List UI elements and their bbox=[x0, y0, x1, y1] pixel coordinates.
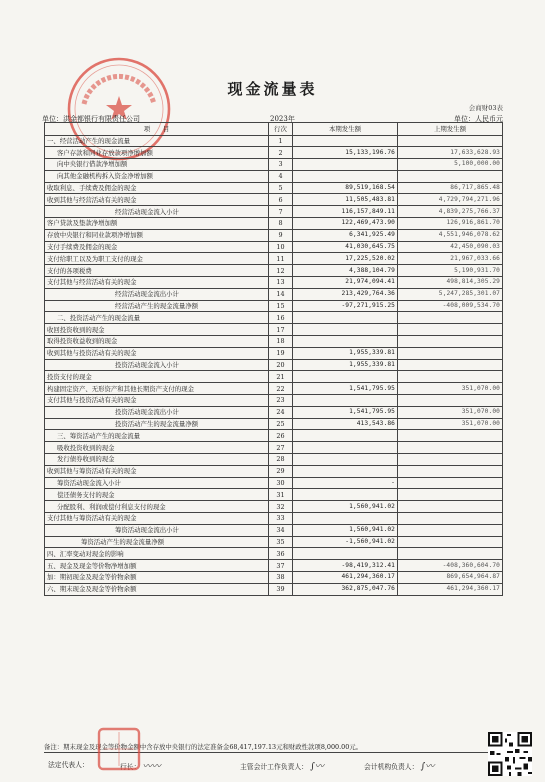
row-previous-amount bbox=[398, 336, 503, 348]
row-previous-amount: 42,450,090.03 bbox=[398, 241, 503, 253]
table-row bbox=[45, 135, 503, 147]
table-row bbox=[45, 347, 503, 359]
row-item: 支付其他与经营活动有关的现金 bbox=[45, 277, 269, 289]
row-item: 构建固定资产、无形资产和其他长期资产支付的现金 bbox=[45, 383, 269, 395]
row-previous-amount bbox=[398, 536, 503, 548]
row-previous-amount: 17,633,628.93 bbox=[398, 147, 503, 159]
row-item: 取得投资收益收到的现金 bbox=[45, 336, 269, 348]
accounting-dept-head-label bbox=[364, 759, 434, 772]
table-row bbox=[45, 147, 503, 159]
president-label-text: 行长： bbox=[120, 763, 141, 771]
row-line-no: 7 bbox=[269, 206, 293, 218]
row-previous-amount: 351,070.00 bbox=[398, 406, 503, 418]
accounting-head-signature: ∫〰 bbox=[310, 762, 324, 772]
row-item: 收到其他与筹资活动有关的现金 bbox=[45, 465, 269, 477]
row-current-amount: 1,560,941.02 bbox=[293, 524, 398, 536]
president-signature: 〰〰 bbox=[142, 762, 161, 772]
row-current-amount bbox=[293, 312, 398, 324]
row-line-no: 13 bbox=[269, 277, 293, 289]
row-line-no: 28 bbox=[269, 454, 293, 466]
table-header-row bbox=[45, 123, 503, 136]
row-line-no: 22 bbox=[269, 383, 293, 395]
row-current-amount: 17,225,520.02 bbox=[293, 253, 398, 265]
row-current-amount bbox=[293, 454, 398, 466]
row-previous-amount bbox=[398, 312, 503, 324]
row-item: 六、期末现金及现金等价物余额 bbox=[45, 583, 269, 595]
table-row bbox=[45, 477, 503, 489]
row-item: 收取利息、手续费及佣金的现金 bbox=[45, 182, 269, 194]
row-previous-amount bbox=[398, 430, 503, 442]
row-item: 向中央银行借款净增加额 bbox=[45, 159, 269, 171]
row-line-no: 5 bbox=[269, 182, 293, 194]
row-line-no: 16 bbox=[269, 312, 293, 324]
row-previous-amount: 461,294,360.17 bbox=[398, 583, 503, 595]
row-item: 筹资活动产生的现金流量净额 bbox=[45, 536, 269, 548]
row-current-amount bbox=[293, 336, 398, 348]
row-current-amount: -1,560,941.02 bbox=[293, 536, 398, 548]
row-line-no: 27 bbox=[269, 442, 293, 454]
row-item: 客户存款和同业存放款项净增加额 bbox=[45, 147, 269, 159]
row-item: 四、汇率变动对现金的影响 bbox=[45, 548, 269, 560]
row-current-amount bbox=[293, 371, 398, 383]
row-line-no: 30 bbox=[269, 477, 293, 489]
table-row bbox=[45, 583, 503, 595]
row-line-no: 4 bbox=[269, 170, 293, 182]
table-row bbox=[45, 454, 503, 466]
row-line-no: 32 bbox=[269, 501, 293, 513]
currency-unit: 单位：人民币元 bbox=[454, 115, 503, 123]
table-row bbox=[45, 265, 503, 277]
row-item: 收到其他与投资活动有关的现金 bbox=[45, 347, 269, 359]
accounting-dept-head-label-text: 会计机构负责人： bbox=[364, 763, 419, 771]
table-row bbox=[45, 465, 503, 477]
qr-code-icon bbox=[488, 732, 532, 776]
row-item: 一、经营活动产生的现金流量 bbox=[45, 135, 269, 147]
header-previous-period: 上期发生额 bbox=[398, 123, 503, 136]
statement-title: 现金流量表 bbox=[227, 80, 318, 98]
row-item: 偿还债务支付的现金 bbox=[45, 489, 269, 501]
row-line-no: 12 bbox=[269, 265, 293, 277]
table-row bbox=[45, 383, 503, 395]
row-line-no: 34 bbox=[269, 524, 293, 536]
row-item: 支付的各项税费 bbox=[45, 265, 269, 277]
row-item: 经营活动现金流入小计 bbox=[45, 206, 269, 218]
row-line-no: 19 bbox=[269, 347, 293, 359]
row-line-no: 35 bbox=[269, 536, 293, 548]
row-line-no: 17 bbox=[269, 324, 293, 336]
accounting-dept-head-signature: ∫〰 bbox=[420, 762, 435, 772]
row-current-amount bbox=[293, 135, 398, 147]
table-body bbox=[45, 135, 503, 595]
table-row bbox=[45, 218, 503, 230]
row-line-no: 10 bbox=[269, 241, 293, 253]
row-item: 三、筹资活动产生的现金流量 bbox=[45, 430, 269, 442]
row-previous-amount: 4,551,946,078.62 bbox=[398, 229, 503, 241]
row-item: 加：期初现金及现金等价物余额 bbox=[45, 571, 269, 583]
row-current-amount bbox=[293, 442, 398, 454]
row-line-no: 2 bbox=[269, 147, 293, 159]
row-line-no: 26 bbox=[269, 430, 293, 442]
footnote: 备注：期末现金及现金等价物金额中含存放中央银行的法定准备金68,417,197.13元和财政性款项8,000.00元。 bbox=[44, 742, 502, 753]
row-previous-amount: 21,967,033.66 bbox=[398, 253, 503, 265]
row-previous-amount bbox=[398, 359, 503, 371]
table-row bbox=[45, 513, 503, 525]
row-current-amount: 21,974,094.41 bbox=[293, 277, 398, 289]
table-row bbox=[45, 277, 503, 289]
row-previous-amount: 86,717,865.48 bbox=[398, 182, 503, 194]
row-previous-amount bbox=[398, 548, 503, 560]
row-current-amount bbox=[293, 489, 398, 501]
row-line-no: 20 bbox=[269, 359, 293, 371]
table-row bbox=[45, 206, 503, 218]
row-item: 吸收投资收到的现金 bbox=[45, 442, 269, 454]
row-previous-amount: 351,070.00 bbox=[398, 418, 503, 430]
row-item: 收回投资收到的现金 bbox=[45, 324, 269, 336]
row-line-no: 8 bbox=[269, 218, 293, 230]
row-previous-amount bbox=[398, 170, 503, 182]
table-row bbox=[45, 170, 503, 182]
row-current-amount bbox=[293, 395, 398, 407]
row-current-amount: 41,030,645.75 bbox=[293, 241, 398, 253]
table-row bbox=[45, 571, 503, 583]
row-item: 投资活动现金流入小计 bbox=[45, 359, 269, 371]
row-line-no: 38 bbox=[269, 571, 293, 583]
legal-rep-seal-stamp bbox=[96, 726, 142, 772]
table-row bbox=[45, 194, 503, 206]
table-row bbox=[45, 489, 503, 501]
row-previous-amount: 5,190,931.70 bbox=[398, 265, 503, 277]
row-previous-amount bbox=[398, 324, 503, 336]
row-line-no: 1 bbox=[269, 135, 293, 147]
row-line-no: 24 bbox=[269, 406, 293, 418]
row-previous-amount: 5,247,285,301.07 bbox=[398, 288, 503, 300]
form-number: 会商财03表 bbox=[468, 104, 503, 112]
row-current-amount bbox=[293, 465, 398, 477]
row-previous-amount bbox=[398, 371, 503, 383]
row-previous-amount: 4,839,275,766.37 bbox=[398, 206, 503, 218]
row-previous-amount: 869,654,964.87 bbox=[398, 571, 503, 583]
table-row bbox=[45, 371, 503, 383]
table-row bbox=[45, 406, 503, 418]
row-line-no: 18 bbox=[269, 336, 293, 348]
row-line-no: 39 bbox=[269, 583, 293, 595]
row-current-amount bbox=[293, 548, 398, 560]
row-item: 支付给职工以及为职工支付的现金 bbox=[45, 253, 269, 265]
row-line-no: 9 bbox=[269, 229, 293, 241]
row-line-no: 25 bbox=[269, 418, 293, 430]
row-item: 筹资活动现金流入小计 bbox=[45, 477, 269, 489]
row-item: 发行债券收到的现金 bbox=[45, 454, 269, 466]
row-previous-amount: -408,360,604.70 bbox=[398, 560, 503, 572]
row-current-amount: 1,560,941.02 bbox=[293, 501, 398, 513]
row-previous-amount bbox=[398, 454, 503, 466]
table-row bbox=[45, 288, 503, 300]
row-item: 客户贷款及垫款净增加额 bbox=[45, 218, 269, 230]
row-current-amount: 1,541,795.95 bbox=[293, 383, 398, 395]
table-row bbox=[45, 418, 503, 430]
table-row bbox=[45, 300, 503, 312]
row-item: 收到其他与经营活动有关的现金 bbox=[45, 194, 269, 206]
table-row bbox=[45, 560, 503, 572]
row-line-no: 15 bbox=[269, 300, 293, 312]
row-line-no: 14 bbox=[269, 288, 293, 300]
row-previous-amount: 4,729,794,271.96 bbox=[398, 194, 503, 206]
table-row bbox=[45, 524, 503, 536]
row-previous-amount: 351,070.00 bbox=[398, 383, 503, 395]
row-previous-amount bbox=[398, 465, 503, 477]
row-previous-amount bbox=[398, 135, 503, 147]
row-item: 经营活动产生的现金流量净额 bbox=[45, 300, 269, 312]
header-item: 项 目 bbox=[45, 123, 269, 136]
row-line-no: 29 bbox=[269, 465, 293, 477]
row-item: 投资活动现金流出小计 bbox=[45, 406, 269, 418]
organization-name: 单位：洪金都银行有限责任公司 bbox=[42, 115, 140, 123]
row-current-amount: -98,419,312.41 bbox=[293, 560, 398, 572]
row-current-amount: 1,541,795.95 bbox=[293, 406, 398, 418]
row-current-amount bbox=[293, 430, 398, 442]
row-previous-amount bbox=[398, 524, 503, 536]
table-row bbox=[45, 548, 503, 560]
table-row bbox=[45, 229, 503, 241]
row-current-amount: 122,469,473.90 bbox=[293, 218, 398, 230]
row-item: 投资支付的现金 bbox=[45, 371, 269, 383]
row-current-amount bbox=[293, 159, 398, 171]
row-current-amount: 11,505,483.81 bbox=[293, 194, 398, 206]
row-previous-amount bbox=[398, 442, 503, 454]
row-previous-amount: 5,100,000.00 bbox=[398, 159, 503, 171]
row-item: 支付其他与筹资活动有关的现金 bbox=[45, 513, 269, 525]
row-previous-amount: 498,814,305.29 bbox=[398, 277, 503, 289]
accounting-head-label-text: 主管会计工作负责人： bbox=[240, 763, 308, 771]
header-line-no: 行次 bbox=[269, 123, 293, 136]
table-row bbox=[45, 501, 503, 513]
row-item: 筹资活动现金流出小计 bbox=[45, 524, 269, 536]
row-current-amount: - bbox=[293, 477, 398, 489]
table-row bbox=[45, 395, 503, 407]
row-current-amount: 15,133,196.76 bbox=[293, 147, 398, 159]
table-row bbox=[45, 253, 503, 265]
row-previous-amount bbox=[398, 489, 503, 501]
row-current-amount: 213,429,764.36 bbox=[293, 288, 398, 300]
header-current-period: 本期发生额 bbox=[293, 123, 398, 136]
row-item: 存放中央银行和同业款项净增加额 bbox=[45, 229, 269, 241]
row-line-no: 33 bbox=[269, 513, 293, 525]
row-previous-amount bbox=[398, 395, 503, 407]
row-line-no: 37 bbox=[269, 560, 293, 572]
row-current-amount bbox=[293, 170, 398, 182]
row-line-no: 11 bbox=[269, 253, 293, 265]
row-current-amount: 89,519,168.54 bbox=[293, 182, 398, 194]
row-current-amount bbox=[293, 324, 398, 336]
row-previous-amount bbox=[398, 513, 503, 525]
table-row bbox=[45, 182, 503, 194]
row-line-no: 6 bbox=[269, 194, 293, 206]
table-row bbox=[45, 312, 503, 324]
row-line-no: 3 bbox=[269, 159, 293, 171]
row-item: 向其他金融机构拆入资金净增加额 bbox=[45, 170, 269, 182]
row-item: 投资活动产生的现金流量净额 bbox=[45, 418, 269, 430]
table-row bbox=[45, 430, 503, 442]
table-row bbox=[45, 336, 503, 348]
row-item: 分配股利、利润或偿付利息支付的现金 bbox=[45, 501, 269, 513]
table-row bbox=[45, 442, 503, 454]
row-previous-amount: 126,916,861.70 bbox=[398, 218, 503, 230]
table-row bbox=[45, 324, 503, 336]
table-row bbox=[45, 241, 503, 253]
cash-flow-table bbox=[44, 122, 503, 596]
row-item: 支付其他与投资活动有关的现金 bbox=[45, 395, 269, 407]
report-year: 2023年 bbox=[270, 115, 295, 123]
row-previous-amount bbox=[398, 347, 503, 359]
row-item: 支付手续费及佣金的现金 bbox=[45, 241, 269, 253]
accounting-head-label bbox=[240, 759, 324, 772]
legal-representative-label: 法定代表人： bbox=[48, 761, 89, 769]
row-line-no: 23 bbox=[269, 395, 293, 407]
row-line-no: 36 bbox=[269, 548, 293, 560]
row-current-amount: 4,388,104.79 bbox=[293, 265, 398, 277]
row-item: 经营活动现金流出小计 bbox=[45, 288, 269, 300]
table-row bbox=[45, 536, 503, 548]
table-row bbox=[45, 359, 503, 371]
row-current-amount: 116,157,849.11 bbox=[293, 206, 398, 218]
row-previous-amount bbox=[398, 477, 503, 489]
row-current-amount: 1,955,339.81 bbox=[293, 359, 398, 371]
row-item: 二、投资活动产生的现金流量 bbox=[45, 312, 269, 324]
row-current-amount: 1,955,339.81 bbox=[293, 347, 398, 359]
row-previous-amount bbox=[398, 501, 503, 513]
row-current-amount: 362,875,047.76 bbox=[293, 583, 398, 595]
row-current-amount: 6,341,925.49 bbox=[293, 229, 398, 241]
row-line-no: 31 bbox=[269, 489, 293, 501]
row-previous-amount: -408,009,534.70 bbox=[398, 300, 503, 312]
row-current-amount: 413,543.86 bbox=[293, 418, 398, 430]
row-line-no: 21 bbox=[269, 371, 293, 383]
row-current-amount bbox=[293, 513, 398, 525]
table-row bbox=[45, 159, 503, 171]
row-current-amount: 461,294,360.17 bbox=[293, 571, 398, 583]
row-item: 五、现金及现金等价物净增加额 bbox=[45, 560, 269, 572]
row-current-amount: -97,271,915.25 bbox=[293, 300, 398, 312]
